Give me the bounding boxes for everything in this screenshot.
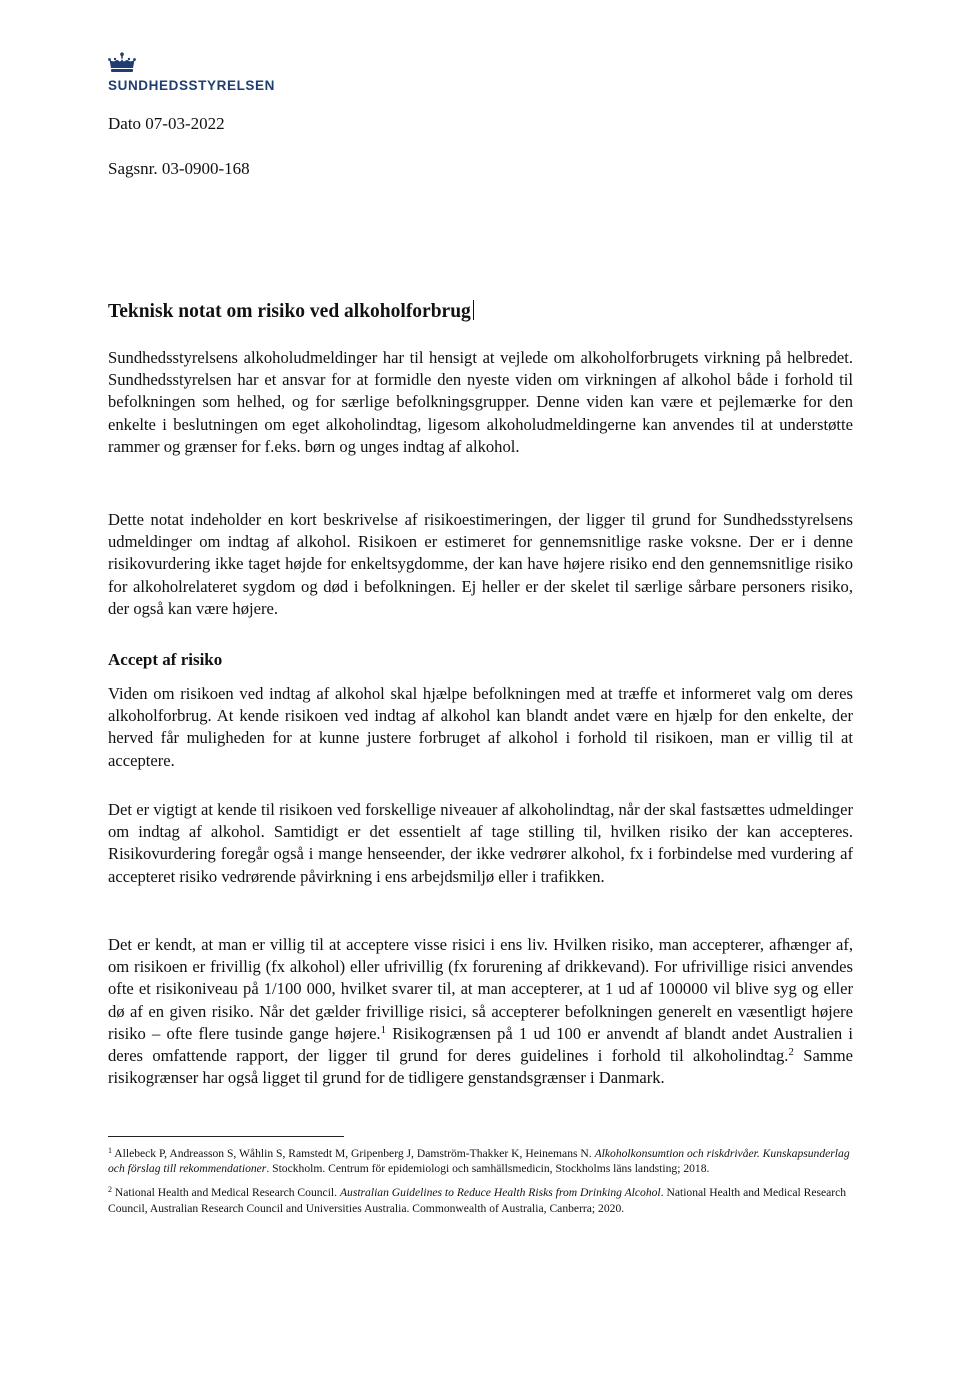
paragraph-intro [108,347,853,458]
footnote-work-title: Alkoholkonsumtion och riskdrivåer. Kunskapsunderlag och förslag till rekommendationer [108,1147,850,1176]
paragraph-text: Dette notat indeholder en kort beskrivelse af risikoestimeringen, der ligger til grund for Sundhedsstyrelsens udmeldinger om indtag af alkohol. Risikoen er estimeret for gennemsnitlige raske voksne. Der er i denne risikovurdering ikke taget højde for enkeltsygdomme, der kan have højere risiko end den gennemsnitlige risiko for alkoholrelateret sygdom og død i befolkningen. Ej heller er der skelet til særlige sårbare personers risiko, der også kan være højere. [108,510,853,618]
footnote-details: . Stockholm. Centrum för epidemiologi och samhällsmedicin, Stockholms läns landsting; 2018. [266,1162,710,1176]
footnote-authors: Allebeck P, Andreasson S, Wåhlin S, Ramstedt M, Gripenberg J, Damström-Thakker K, Heinemans N. [112,1147,595,1160]
footnote-reference[interactable]: 2 [788,1046,794,1059]
case-number: Sagsnr. 03-0900-168 [108,159,250,178]
paragraph-text [108,934,853,1089]
footnote-authors: National Health and Medical Research Council. [112,1186,340,1200]
footnote-number: 2 [108,1185,112,1195]
footnote-reference[interactable]: 1 [380,1023,387,1036]
paragraph-accepted-risk [108,934,853,1089]
footnote-number: 1 [108,1146,112,1155]
paragraph-segment: Risikogrænsen på 1 ud 100 er anvendt af blandt andet Australien i deres omfattende rapport, der ligger til grund for deres guidelines i forhold til alkoholindtag. [108,1023,853,1066]
section-heading: Accept af risiko [108,650,223,669]
footnote-work-title: Australian Guidelines to Reduce Health Risks from Drinking Alcohol [339,1186,661,1200]
text-cursor [473,300,474,320]
paragraph-risk-levels [108,799,853,888]
logo-text: SUNDHEDSSTYRELSEN [108,78,275,93]
paragraph-segment: Det er kendt, at man er villig til at acceptere visse risici i ens liv. Hvilken risiko, man accepterer, afhænger af, om risikoen er frivillig (fx alkohol) eller ufrivillig (fx forurening af drikkevand). For ufrivillige risici anvendes ofte et risikoniveau på 1/100 000, hvilket svarer til, at man accepterer, at 1 ud af 100000 vil blive syg og eller dø af en given risiko. Når det gælder frivillige risici, så accepterer befolkningen generelt en væsentligt højere risiko – ofte flere tusinde gange højere. [108,935,853,1043]
footnote-1 [108,1146,853,1176]
logo [108,52,275,93]
footnotes [108,1146,853,1225]
document-title [108,300,474,323]
paragraph-text: Sundhedsstyrelsens alkoholudmeldinger har til hensigt at vejlede om alkoholforbrugets virkning på helbredet. Sundhedsstyrelsen har et ansvar for at formidle den nyeste viden om virkningen af alkohol både i forhold til befolkningen som helhed, og for særlige befolkningsgrupper. Denne viden kan være et pejlemærke for den enkelte i beslutningen om eget alkoholindtag, ligesom alkoholudmeldingerne kan anvendes til at understøtte rammer og grænser for f.eks. børn og unges indtag af alkohol. [108,348,853,456]
footnote-separator [108,1136,344,1137]
paragraph-segment: Samme risikogrænser har også ligget til grund for de tidligere genstandsgrænser i Danmark. [108,1046,854,1088]
document-title-text: Teknisk notat om risiko ved alkoholforbrug [108,301,471,322]
footnote-2 [108,1185,853,1215]
paragraph-text: Viden om risikoen ved indtag af alkohol skal hjælpe befolkningen med at træffe et informeret valg om deres alkoholforbrug. At kende risikoen ved indtag af alkohol kan blandt andet være en hjælp for den enkelte, der herved får muligheden for at kunne justere forbruget af alkohol i forhold til risikoen, man er villig til at acceptere. [108,684,853,770]
crown-icon [108,52,136,76]
paragraph-knowledge [108,683,853,772]
document-date: Dato 07-03-2022 [108,114,225,133]
paragraph-text: Det er vigtigt at kende til risikoen ved forskellige niveauer af alkoholindtag, når der skal fastsættes udmeldinger om indtag af alkohol. Samtidigt er det essentielt af tage stilling til, hvilken risiko der kan accepteres. Risikovurdering foregår også i mange henseender, der ikke vedrører alkohol, fx i forbindelse med vurdering af accepteret risiko vedrørende påvirkning i ens arbejdsmiljø eller i trafikken. [108,800,853,886]
paragraph-scope [108,509,853,620]
footnote-details: . National Health and Medical Research Council, Australian Research Council and Universities Australia. Commonwealth of Australia, Canberra; 2020. [108,1186,847,1215]
